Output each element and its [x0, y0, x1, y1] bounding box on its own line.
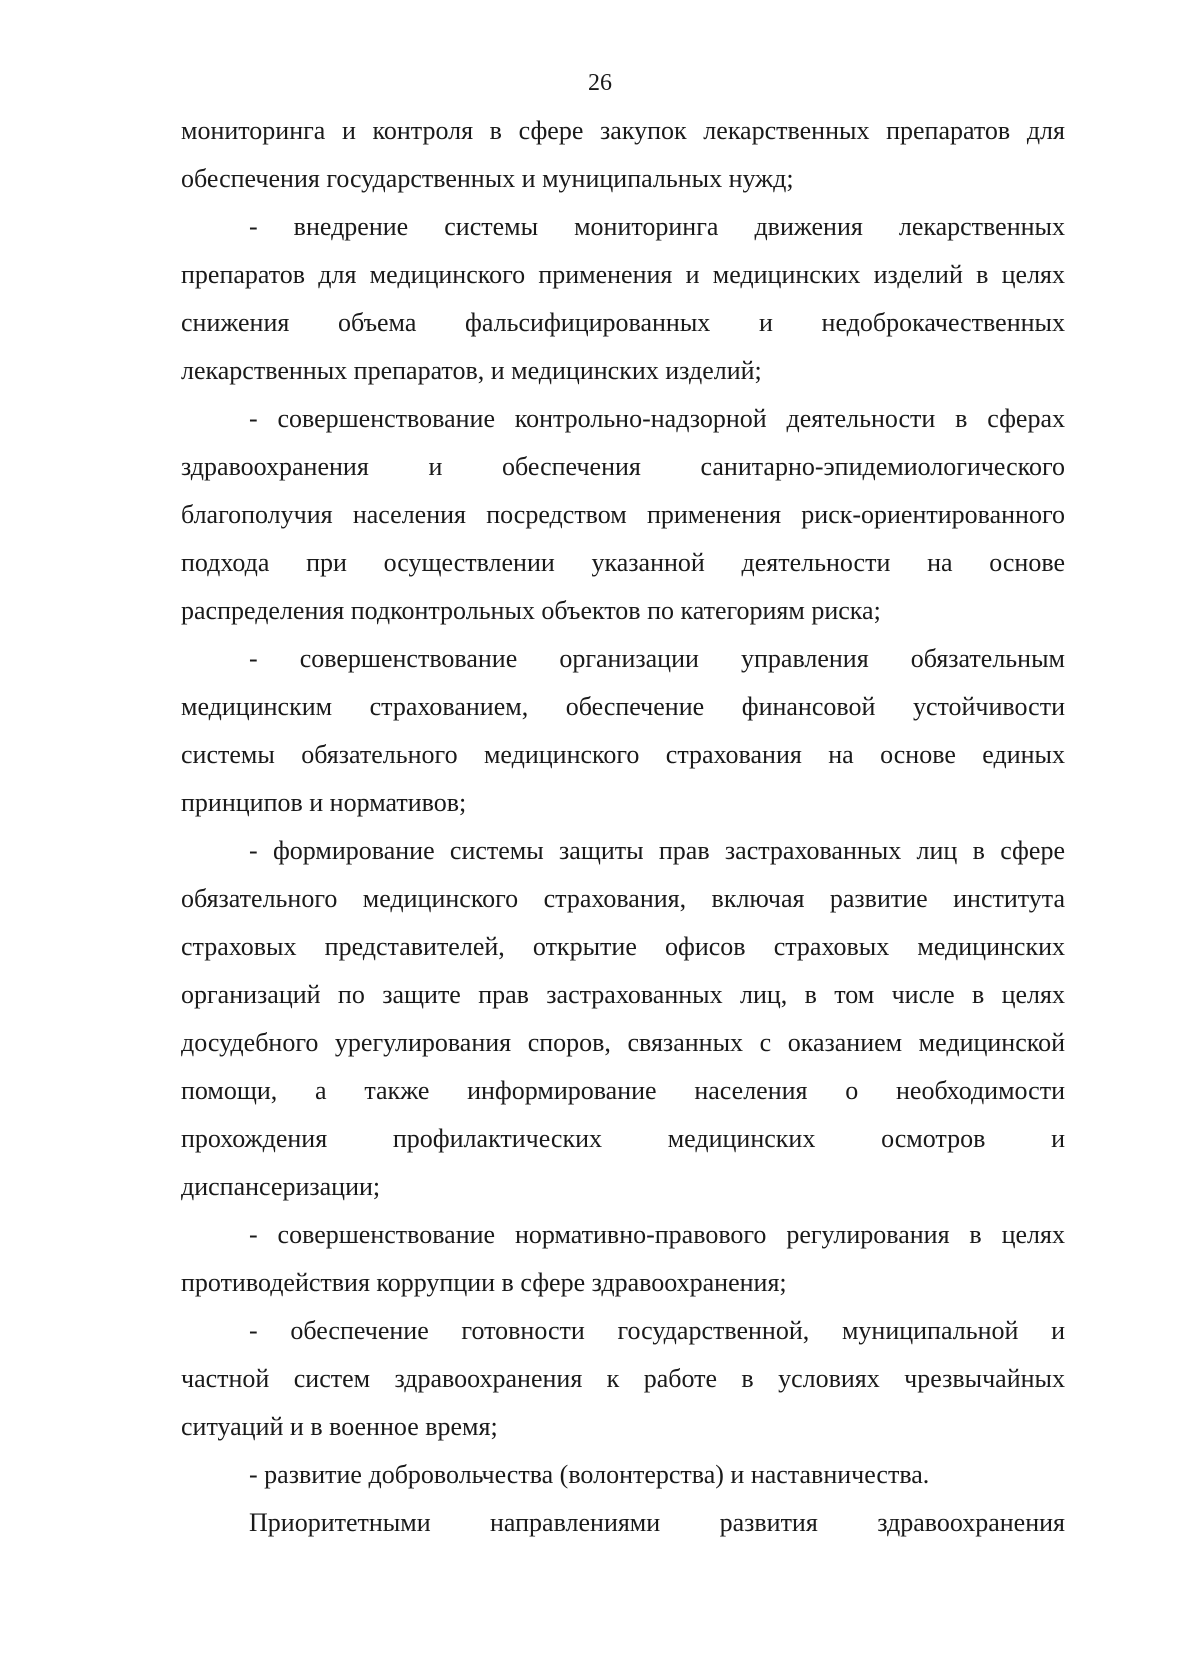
paragraph-line: - формирование системы защиты прав застрахованных лиц в сфере: [249, 836, 1065, 865]
paragraph-line: снижения объема фальсифицированных и недоброкачественных: [181, 308, 1065, 337]
paragraph-line: ситуаций и в военное время;: [181, 1412, 498, 1441]
paragraph-line: диспансеризации;: [181, 1172, 381, 1201]
paragraph-line: страховых представителей, открытие офисов страховых медицинских: [181, 932, 1065, 961]
paragraph-line: - обеспечение готовности государственной, муниципальной и: [249, 1316, 1065, 1345]
paragraph-line: принципов и нормативов;: [181, 788, 467, 817]
paragraph-line: - развитие добровольчества (волонтерства) и наставничества.: [249, 1460, 930, 1489]
paragraph-line: Приоритетными направлениями развития здравоохранения: [249, 1508, 1065, 1537]
paragraph-line: мониторинга и контроля в сфере закупок лекарственных препаратов для: [181, 116, 1065, 145]
paragraph-line: - внедрение системы мониторинга движения лекарственных: [249, 212, 1065, 241]
paragraph-line: - совершенствование нормативно-правового регулирования в целях: [249, 1220, 1065, 1249]
paragraph-line: обязательного медицинского страхования, включая развитие института: [181, 884, 1065, 913]
paragraph-line: здравоохранения и обеспечения санитарно-эпидемиологического: [181, 452, 1065, 481]
paragraph-line: противодействия коррупции в сфере здравоохранения;: [181, 1268, 787, 1297]
document-body: [181, 107, 1065, 1547]
paragraph-line: досудебного урегулирования споров, связанных с оказанием медицинской: [181, 1028, 1065, 1057]
page-number: 26: [588, 70, 612, 96]
paragraph-line: прохождения профилактических медицинских осмотров и: [181, 1124, 1065, 1153]
paragraph-line: системы обязательного медицинского страхования на основе единых: [181, 740, 1065, 769]
paragraph-line: препаратов для медицинского применения и медицинских изделий в целях: [181, 260, 1065, 289]
paragraph-line: медицинским страхованием, обеспечение финансовой устойчивости: [181, 692, 1065, 721]
paragraph-line: обеспечения государственных и муниципальных нужд;: [181, 164, 794, 193]
paragraph-line: организаций по защите прав застрахованных лиц, в том числе в целях: [181, 980, 1065, 1009]
paragraph-line: частной систем здравоохранения к работе в условиях чрезвычайных: [181, 1364, 1065, 1393]
paragraph-line: подхода при осуществлении указанной деятельности на основе: [181, 548, 1065, 577]
paragraph-line: помощи, а также информирование населения о необходимости: [181, 1076, 1065, 1105]
paragraph-line: благополучия населения посредством применения риск-ориентированного: [181, 500, 1065, 529]
paragraph-line: лекарственных препаратов, и медицинских изделий;: [181, 356, 762, 385]
paragraph-line: распределения подконтрольных объектов по категориям риска;: [181, 596, 881, 625]
paragraph-line: - совершенствование контрольно-надзорной деятельности в сферах: [249, 404, 1065, 433]
paragraph-line: - совершенствование организации управления обязательным: [249, 644, 1065, 673]
